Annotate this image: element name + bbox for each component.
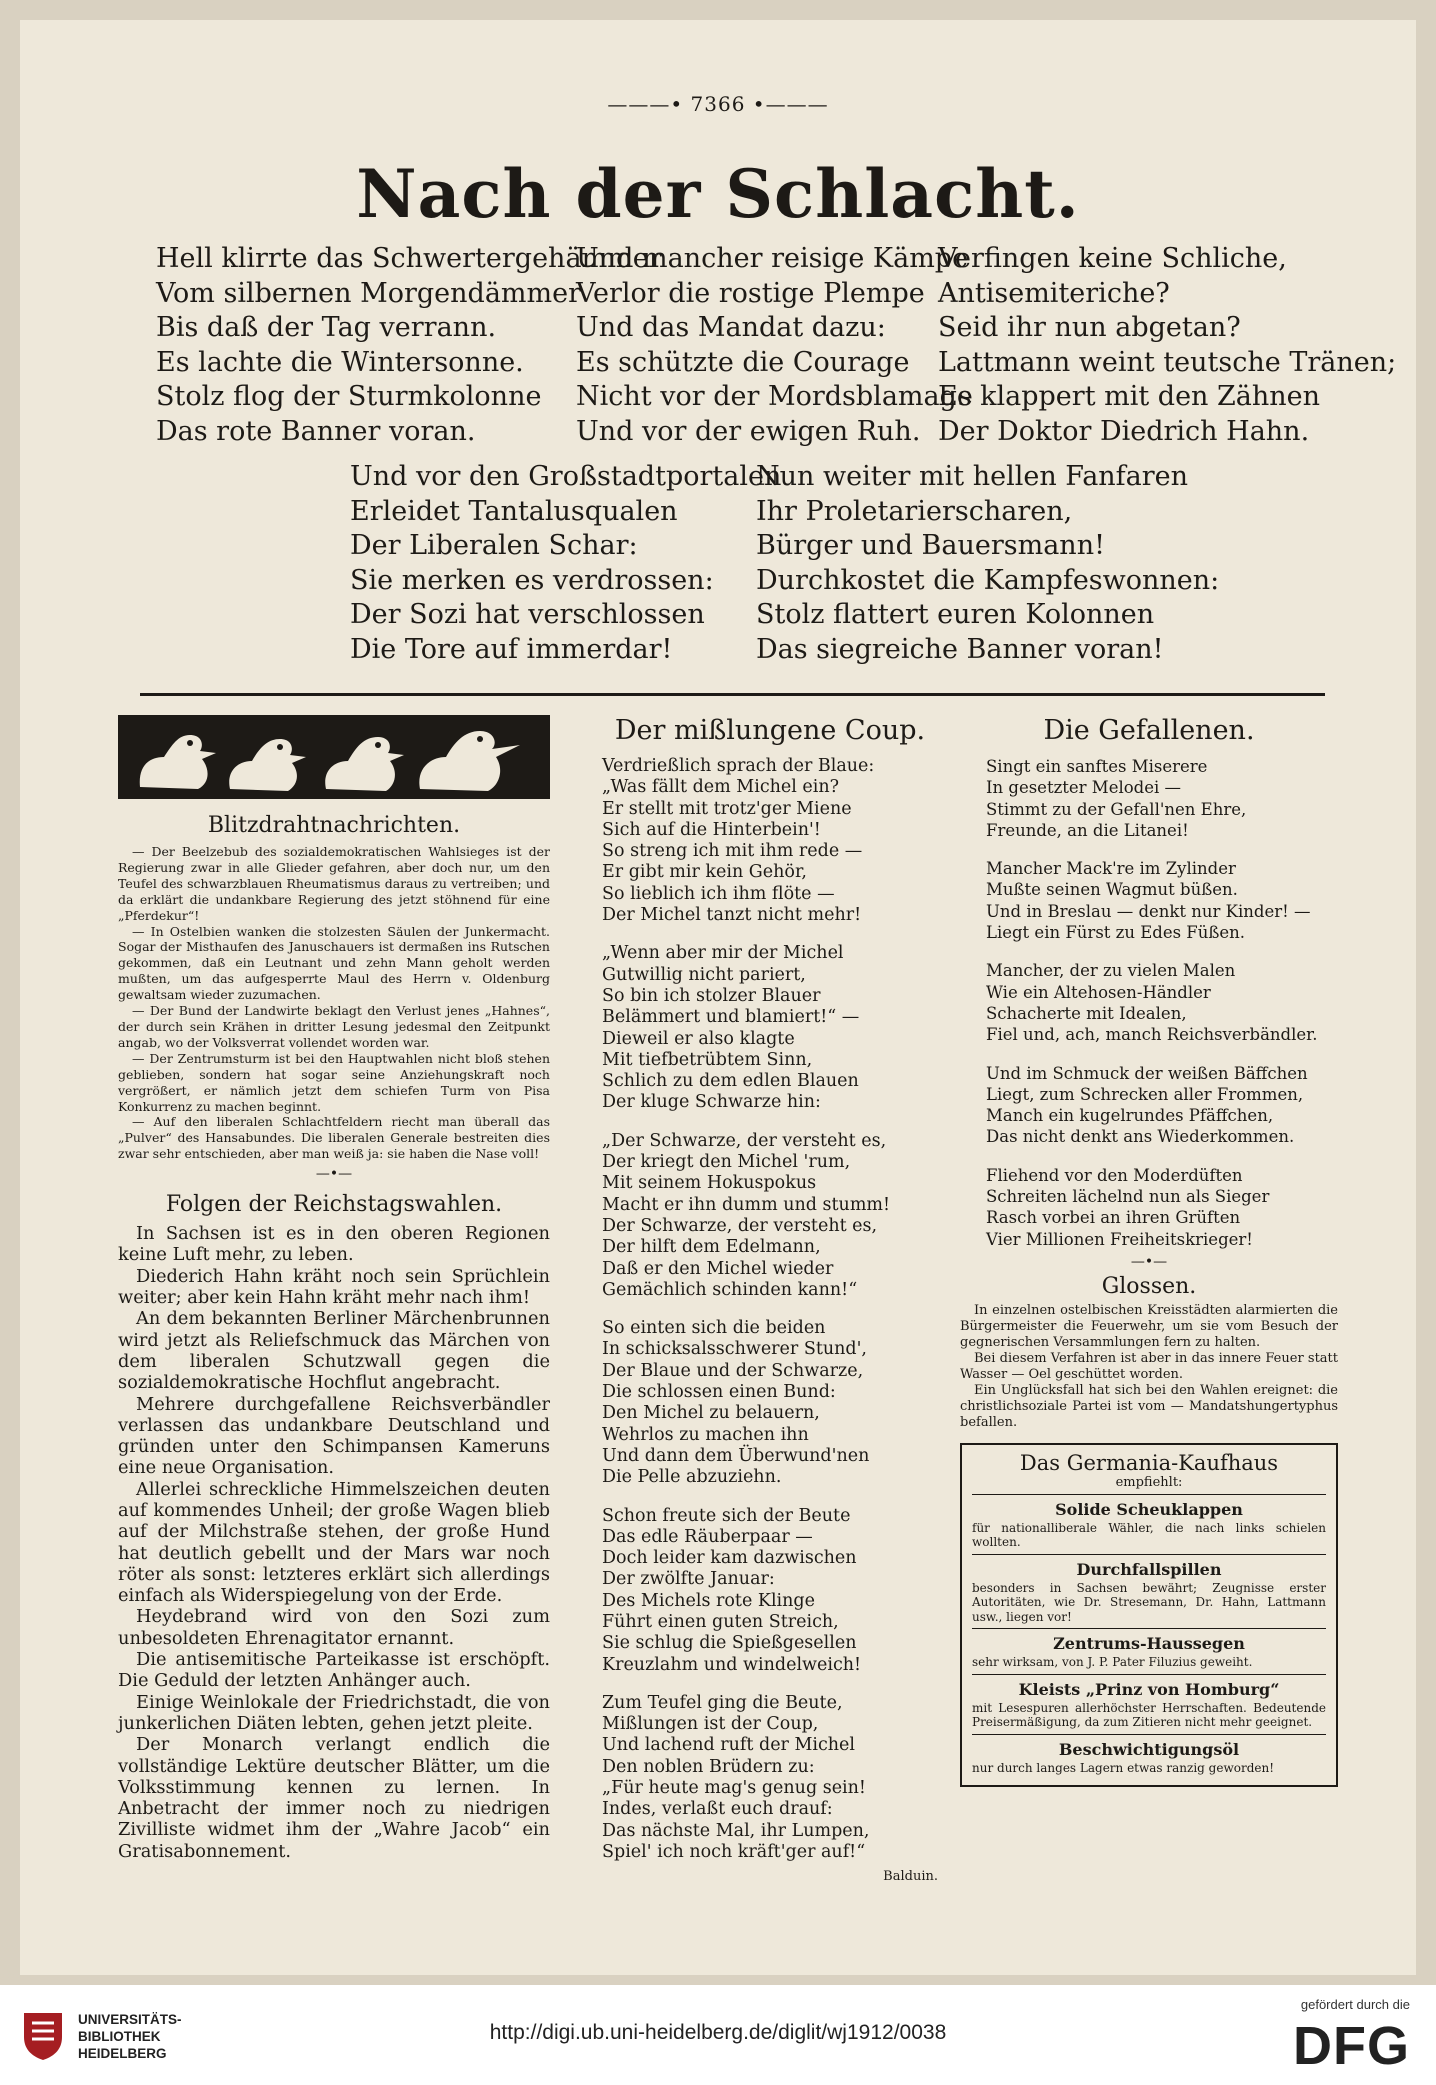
paragraph: — Der Bund der Landwirte beklagt den Verlust jenes „Hahnes“, der durch sein Krähen in dritter Lesung jedesmal den Zeitpunkt angab, wo der Volksverrat vollendet worden war. [118, 1003, 550, 1050]
verse-line: Und mancher reisige Kämpe [576, 243, 969, 274]
verse-line: Gutwillig nicht pariert, [602, 964, 806, 985]
verse-line: Die Tore auf immerdar! [350, 633, 673, 665]
verse-line: Und dann dem Überwund'nen [602, 1445, 870, 1466]
verse-line: Er gibt mir kein Gehör, [602, 862, 807, 883]
verse-line: „Was fällt dem Michel ein? [602, 777, 840, 798]
verse-line: Zum Teufel ging die Beute, [602, 1692, 843, 1713]
paragraph: Einige Weinlokale der Friedrichstadt, die von junkerlichen Diäten lebten, gehen jetzt pleite. [118, 1691, 550, 1734]
ad-subtitle: empfiehlt: [1115, 1474, 1183, 1490]
verse-line: Sie schlug die Spießgesellen [602, 1633, 857, 1654]
verse-line: Es klappert mit den Zähnen [938, 381, 1321, 412]
verse-line: Die schlossen einen Bund: [602, 1382, 836, 1403]
verse-line: Der Michel tanzt nicht mehr! [602, 905, 862, 926]
verse-line: Freunde, an die Litanei! [986, 820, 1189, 840]
paragraph: Die antisemitische Parteikasse ist erschöpft. Die Geduld der letzten Anhänger auch. [118, 1649, 550, 1692]
ad-item-heading: Kleists „Prinz von Homburg“ [1018, 1679, 1280, 1699]
verse-line: So einten sich die beiden [602, 1318, 826, 1339]
coup-poem [602, 756, 938, 1863]
verse-line: Der Doktor Diedrich Hahn. [938, 415, 1310, 447]
page-number: ———• 7366 •——— [607, 92, 829, 116]
paragraph: — Der Beelzebub des sozialdemokratischen Wahlsieges ist der Regierung zwar in alle Glieder gefahren, aber doch nur, um den Teufel des schwarzblauen Rheumatismus daraus zu vertreiben; und da erklärt die undankbare Regierung des jetzt stöhnend für eine „Pferdekur“! [118, 844, 550, 923]
verse-line: Sich auf die Hinterbein'! [602, 819, 821, 840]
ad-item [972, 1494, 1326, 1554]
verse-line: Liegt, zum Schrecken aller Frommen, [986, 1084, 1304, 1104]
verse-line: Das siegreiche Banner voran! [756, 633, 1164, 665]
verse-line: Verfingen keine Schliche, [938, 243, 1287, 274]
verse-line: Bis daß der Tag verrann. [156, 312, 497, 343]
stanza-gap [602, 1114, 938, 1131]
stanza-gap [602, 1301, 938, 1318]
verse-line: Mit tiefbetrübtem Sinn, [602, 1049, 813, 1070]
verse-line: Ihr Proletarierscharen, [756, 495, 1073, 527]
verse-line: Das nicht denkt ans Wiederkommen. [986, 1127, 1295, 1147]
verse-line: In schicksalsschwerer Stund', [602, 1339, 867, 1360]
section-divider [140, 693, 1325, 696]
verse-line: Nun weiter mit hellen Fanfaren [756, 461, 1189, 492]
verse-line: Mißlungen ist der Coup, [602, 1714, 819, 1735]
verse-line: Rasch vorbei an ihren Grüften [986, 1208, 1241, 1228]
verse-line: Des Michels rote Klinge [602, 1590, 815, 1611]
paragraph: Heydebrand wird von den Sozi zum unbesoldeten Ehrenagitator ernannt. [118, 1606, 550, 1649]
ad-item-text: nur durch langes Lagern etwas ranzig geworden! [972, 1760, 1275, 1775]
paragraph: — Der Zentrumsturm ist bei den Hauptwahlen nicht bloß stehen geblieben, sondern hat sogar seine Anziehungskraft noch vergrößert, er nämlich jetzt dem schiefen Turm von Pisa Konkurrenz zu machen beginnt. [118, 1050, 550, 1114]
stanza-gap [602, 926, 938, 943]
stanza-gap [986, 1046, 1338, 1063]
stanza [986, 756, 1338, 841]
poem-stanza-3 [938, 242, 1396, 449]
verse-line: Kreuzlahm und windelweich! [602, 1654, 862, 1675]
poem-stanza-4 [350, 460, 781, 667]
verse-line: Liegt ein Fürst zu Edes Füßen. [986, 923, 1246, 943]
ad-item [972, 1734, 1326, 1780]
verse-line: Daß er den Michel wieder [602, 1258, 834, 1279]
verse-line: Und im Schmuck der weißen Bäffchen [986, 1063, 1308, 1083]
verse-line: Nicht vor der Mordsblamage [576, 381, 973, 412]
verse-line: Vom silbernen Morgendämmer [156, 277, 582, 309]
paragraph: — Auf den liberalen Schlachtfeldern riecht man überall das „Pulver“ des Hansabundes. Die liberalen Generale bestreiten dies zwar sehr entschieden, aber man weiß ja: sie haben die Nase voll! [118, 1114, 550, 1162]
logo-line: UNIVERSITÄTS- [78, 2012, 182, 2027]
paragraph: Ein Unglücksfall hat sich bei den Wahlen ereignet: die christlichsoziale Partei ist vom — Mandatshungertyphus befallen. [960, 1382, 1338, 1430]
paragraph: An dem bekannten Berliner Märchenbrunnen wird jetzt als Reliefschmuck das Märchen von dem liberalen Schutzwall gegen die sozialdemokratische Hochflut angebracht. [118, 1308, 550, 1394]
stanza [602, 1506, 938, 1676]
stanza-gap [986, 943, 1338, 960]
stanza [602, 943, 938, 1113]
folgen-article [118, 1223, 550, 1862]
verse-line: Und lachend ruft der Michel [602, 1735, 856, 1756]
ad-item-text: mit Lesespuren allerhöchster Herrschaften. Bedeutende Preisermäßigung, da zum Zitieren nicht mehr geeignet. [972, 1700, 1326, 1730]
germania-advertisement [960, 1443, 1338, 1788]
verse-line: Den Michel zu belauern, [602, 1403, 820, 1424]
glossen-article [960, 1303, 1338, 1431]
verse-line: „Der Schwarze, der versteht es, [602, 1130, 887, 1151]
stanza-gap [602, 1676, 938, 1693]
verse-line: Den noblen Brüdern zu: [602, 1756, 815, 1777]
logo-line: HEIDELBERG [78, 2046, 167, 2061]
ad-item-text: besonders in Sachsen bewährt; Zeugnisse erster Autoritäten, wie Dr. Stresemann, Dr. Hahn, Lattmann usw., liegen vor! [972, 1580, 1326, 1624]
glossen-title: Glossen. [1101, 1273, 1197, 1299]
gefallenen-title: Die Gefallenen. [1043, 715, 1255, 746]
stanza [602, 1318, 938, 1488]
ad-item-heading: Zentrums-Haussegen [1053, 1634, 1245, 1654]
verse-line: Doch leider kam dazwischen [602, 1548, 857, 1569]
verse-line: Seid ihr nun abgetan? [938, 312, 1241, 343]
verse-line: Das nächste Mal, ihr Lumpen, [602, 1820, 870, 1841]
verse-line: Sie merken es verdrossen: [350, 564, 714, 596]
verse-line: Der hilft dem Edelmann, [602, 1237, 821, 1258]
verse-line: Durchkostet die Kampfeswonnen: [756, 564, 1220, 596]
verse-line: Es schützte die Courage [576, 346, 910, 378]
verse-line: Schon freute sich der Beute [602, 1505, 851, 1526]
verse-line: Gemächlich schinden kann!“ [602, 1279, 858, 1300]
stanza [986, 1165, 1338, 1250]
coup-title: Der mißlungene Coup. [614, 715, 926, 746]
verse-line: Verlor die rostige Plempe [576, 277, 925, 309]
verse-line: So bin ich stolzer Blauer [602, 985, 821, 1006]
ad-items [972, 1494, 1326, 1780]
ad-item-text: für nationalliberale Wähler, die nach links schielen wollten. [972, 1520, 1326, 1550]
verse-line: Wehrlos zu machen ihn [602, 1424, 809, 1445]
verse-line: Der kluge Schwarze hin: [602, 1092, 821, 1113]
verse-line: Und das Mandat dazu: [576, 312, 886, 343]
poem-stanza-2 [576, 242, 973, 449]
ad-item-heading: Solide Scheuklappen [1055, 1499, 1243, 1519]
stanza [986, 960, 1338, 1045]
ad-title: Das Germania-Kaufhaus [1019, 1450, 1279, 1475]
verse-line: Bürger und Bauersmann! [756, 530, 1105, 561]
verse-line: Das rote Banner voran. [156, 415, 476, 447]
verse-line: So lieblich ich ihm flöte — [602, 883, 835, 904]
verse-line: So streng ich mit ihm rede — [602, 841, 863, 862]
verse-line: Dieweil er also klagte [602, 1028, 795, 1049]
stanza-gap [986, 1148, 1338, 1165]
gefallenen-poem [960, 756, 1338, 1250]
stanza [602, 756, 938, 926]
verse-line: „Für heute mag's genug sein! [602, 1778, 866, 1799]
ad-item-heading: Durchfallspillen [1076, 1559, 1222, 1579]
logo-line: BIBLIOTHEK [78, 2029, 161, 2044]
verse-line: Wie ein Altehosen-Händler [986, 982, 1211, 1002]
ad-item [972, 1674, 1326, 1734]
verse-line: Der Schwarze, der versteht es, [602, 1215, 878, 1236]
newspaper-page [20, 20, 1416, 1975]
verse-line: Stolz flattert euren Kolonnen [756, 599, 1155, 630]
verse-line: Fiel und, ach, manch Reichsverbändler. [986, 1025, 1318, 1045]
verse-line: „Wenn aber mir der Michel [602, 943, 844, 964]
separator: —•— [315, 1166, 353, 1183]
permalink-url[interactable]: http://digi.ub.uni-heidelberg.de/diglit/wj1912/0038 [489, 2021, 947, 2044]
verse-line: Und in Breslau — denkt nur Kinder! — [986, 901, 1311, 921]
verse-line: Hell klirrte das Schwertergehämmer [156, 243, 662, 274]
column-left [118, 715, 550, 1862]
verse-line: Und vor der ewigen Ruh. [576, 415, 921, 447]
stanza-gap [986, 841, 1338, 858]
verse-line: Der zwölfte Januar: [602, 1569, 775, 1590]
poem-stanza-5 [756, 460, 1219, 667]
verse-line: Belämmert und blamiert!“ — [602, 1007, 860, 1028]
verse-line: Schacherte mit Idealen, [986, 1003, 1187, 1023]
blitz-title: Blitzdrahtnachrichten. [207, 813, 461, 838]
ad-item-heading: Beschwichtigungsöl [1058, 1739, 1240, 1759]
paragraph: Diederich Hahn kräht noch sein Sprüchlein weiter; aber kein Hahn kräht mehr nach ihm! [118, 1265, 550, 1309]
folgen-title: Folgen der Reichstagswahlen. [165, 1192, 503, 1218]
verse-line: Der Liberalen Schar: [350, 530, 638, 561]
page-title: Nach der Schlacht. [356, 155, 1080, 233]
blitz-news [118, 844, 550, 1162]
verse-line: Der Sozi hat verschlossen [350, 599, 705, 630]
column-right [960, 715, 1338, 1787]
verse-line: Spiel' ich noch kräft'ger auf!“ [602, 1841, 866, 1862]
signature: Balduin. [883, 1869, 938, 1885]
ad-item-text: sehr wirksam, von J. P. Pater Filuzius geweiht. [972, 1655, 1253, 1670]
verse-line: Verdrießlich sprach der Blaue: [602, 756, 875, 776]
verse-line: Schreiten lächelnd nun als Sieger [986, 1187, 1270, 1207]
verse-line: Erleidet Tantalusqualen [350, 495, 678, 527]
verse-line: Singt ein sanftes Miserere [986, 757, 1208, 776]
verse-line: Mußte seinen Wagmut büßen. [986, 880, 1238, 900]
verse-line: Schlich zu dem edlen Blauen [602, 1071, 859, 1092]
verse-line: Fliehend vor den Moderdüften [986, 1165, 1243, 1185]
paragraph: Mehrere durchgefallene Reichsverbändler verlassen das undankbare Deutschland und gründen unter den Schimpansen Kameruns eine neue Organisation. [118, 1393, 550, 1479]
stanza [986, 858, 1338, 943]
verse-line: Indes, verlaßt euch drauf: [602, 1799, 833, 1820]
paragraph: Der Monarch verlangt endlich die vollständige Lektüre deutscher Blätter, um die Volksstimmung kennen zu lernen. In Anbetracht der immer noch zu niedrigen Zivilliste widmet ihm der „Wahre Jacob“ ein Gratisabonnement. [118, 1734, 550, 1862]
dfg-logo[interactable]: DFG [1293, 2016, 1410, 2076]
verse-line: Er stellt mit trotz'ger Miene [602, 798, 852, 819]
funding-note: gefördert durch die [1300, 1997, 1410, 2012]
paragraph: — In Ostelbien wanken die stolzesten Säulen der Junkermacht. Sogar der Misthaufen des Januschauers ist dermaßen ins Rutschen gekommen, daß ein Leutnant und zehn Mann geholt werden mußten, um das aufgesperrte Maul des Herrn v. Oldenburg gewaltsam wieder zuzumachen. [118, 923, 550, 1003]
verse-line: In gesetzter Melodei — [986, 778, 1182, 798]
verse-line: Stolz flog der Sturmkolonne [156, 381, 542, 412]
verse-line: Stimmt zu der Gefall'nen Ehre, [986, 799, 1247, 819]
verse-line: Der Blaue und der Schwarze, [602, 1360, 864, 1381]
paragraph: Allerlei schreckliche Himmelszeichen deuten auf kommendes Unheil; der große Wagen blieb auf der Milchstraße stehen, der große Hund hat deutlich gebellt und der Mars war noch röter als sonst: letzteres erklärt sich allerdings einfach als Widerspiegelung von der Erde. [118, 1478, 550, 1607]
verse-line: Es lachte die Wintersonne. [156, 346, 524, 378]
verse-line: Lattmann weint teutsche Tränen; [938, 346, 1397, 378]
verse-line: Antisemiteriche? [938, 277, 1170, 309]
paragraph: In einzelnen ostelbischen Kreisstädten alarmierten die Bürgermeister die Feuerwehr, um sie vom Besuch der gegnerischen Versammlungen fern zu halten. [960, 1302, 1338, 1350]
verse-line: Das edle Räuberpaar — [602, 1526, 813, 1547]
verse-line: Manch ein kugelrundes Pfäffchen, [986, 1106, 1274, 1126]
stanza [602, 1693, 938, 1863]
verse-line: Vier Millionen Freiheitskrieger! [986, 1229, 1253, 1249]
verse-line: Mancher Mack're im Zylinder [986, 859, 1236, 879]
verse-line: Macht er ihn dumm und stumm! [602, 1194, 891, 1215]
verse-line: Mit seinem Hokuspokus [602, 1173, 817, 1194]
footer-bar [0, 1985, 1436, 2085]
stanza [602, 1131, 938, 1301]
column-middle [602, 715, 938, 1884]
geese-icon [120, 717, 548, 797]
geese-woodcut-illustration [118, 715, 550, 799]
separator: —•— [1130, 1253, 1168, 1270]
stanza [986, 1063, 1338, 1148]
verse-line: Und vor den Großstadtportalen [350, 461, 782, 492]
verse-line: Führt einen guten Streich, [602, 1611, 839, 1632]
paragraph: Bei diesem Verfahren ist aber in das innere Feuer statt Wasser — Oel geschüttet worden. [960, 1350, 1338, 1382]
paragraph: In Sachsen ist es in den oberen Regionen keine Luft mehr, zu leben. [118, 1223, 550, 1266]
stanza-gap [602, 1489, 938, 1506]
verse-line: Mancher, der zu vielen Malen [986, 961, 1236, 981]
verse-line: Die Pelle abzuziehn. [602, 1467, 782, 1488]
ad-item [972, 1554, 1326, 1629]
verse-line: Der kriegt den Michel 'rum, [602, 1152, 851, 1173]
ad-item [972, 1628, 1326, 1674]
